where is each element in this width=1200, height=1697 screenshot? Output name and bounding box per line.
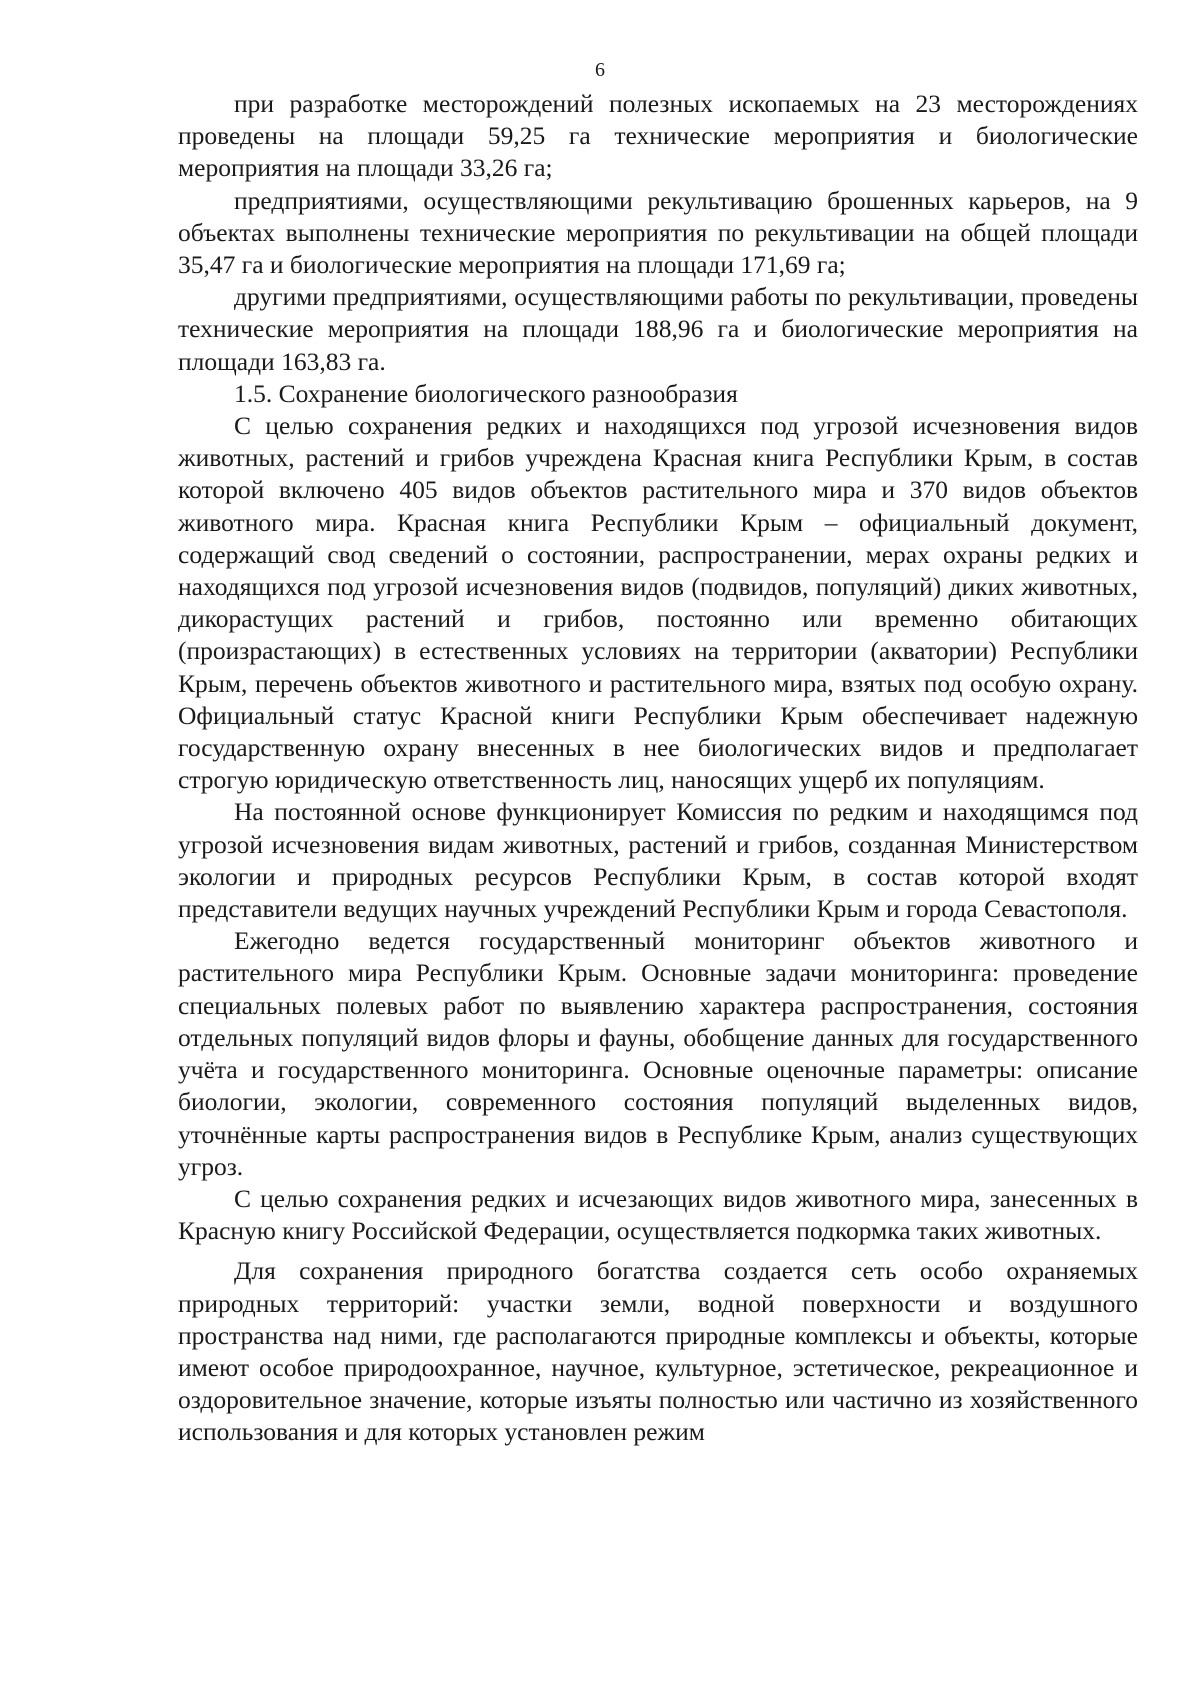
paragraph-mining-reclamation: при разработке месторождений полезных ископаемых на 23 месторождениях проведены на площади 59,25 га технические мероприятия и биологические мероприятия на площади 33,26 га; bbox=[178, 89, 1138, 183]
paragraph-other-reclamation: другими предприятиями, осуществляющими работы по рекультивации, проведены технические мероприятия на площади 188,96 га и биологические мероприятия на площади 163,83 га. bbox=[178, 282, 1138, 376]
paragraph-commission: На постоянной основе функционирует Комиссия по редким и находящимся под угрозой исчезновения видам животных, растений и грибов, созданная Министерством экологии и природных ресурсов Республики Крым, в состав которой входят представители ведущих научных учреждений Республики Крым и города Севастополя. bbox=[178, 797, 1138, 924]
paragraph-red-book: С целью сохранения редких и находящихся под угрозой исчезновения видов животных, растений и грибов учреждена Красная книга Республики Крым, в состав которой включено 405 видов объектов растительного мира и 370 видов объектов животного мира. Красная книга Республики Крым – официальный документ, содержащий свод сведений о состоянии, распространении, мерах охраны редких и находящихся под угрозой исчезновения видов (подвидов, популяций) диких животных, дикорастущих растений и грибов, постоянно или временно обитающих (произрастающих) в естественных условиях на территории (акватории) Республики Крым, перечень объектов животного и растительного мира, взятых под особую охрану. Официальный статус Красной книги Республики Крым обеспечивает надежную государственную охрану внесенных в нее биологических видов и предполагает строгую юридическую ответственность лиц, наносящих ущерб их популяциям. bbox=[178, 411, 1138, 795]
section-heading-biodiversity: 1.5. Сохранение биологического разнообразия bbox=[234, 378, 738, 408]
paragraph-feeding: С целью сохранения редких и исчезающих видов животного мира, занесенных в Красную книгу Российской Федерации, осуществляется подкормка таких животных. bbox=[178, 1183, 1138, 1246]
paragraph-monitoring: Ежегодно ведется государственный мониторинг объектов животного и растительного мира Республики Крым. Основные задачи мониторинга: проведение специальных полевых работ по выявлению характера распространения, состояния отдельных популяций видов флоры и фауны, обобщение данных для государственного учёта и государственного мониторинга. Основные оценочные параметры: описание биологии, экологии, современного состояния популяций выделенных видов, уточнённые карты распространения видов в Республике Крым, анализ существующих угроз. bbox=[178, 926, 1138, 1181]
page-number: 6 bbox=[595, 59, 605, 81]
paragraph-protected-areas: Для сохранения природного богатства создается сеть особо охраняемых природных территорий: участки земли, водной поверхности и воздушного пространства над ними, где располагаются природные комплексы и объекты, которые имеют особое природоохранное, научное, культурное, эстетическое, рекреационное и оздоровительное значение, которые изъяты полностью или частично из хозяйственного использования и для которых установлен режим bbox=[178, 1256, 1138, 1447]
paragraph-quarry-reclamation: предприятиями, осуществляющими рекультивацию брошенных карьеров, на 9 объектах выполнены технические мероприятия по рекультивации на общей площади 35,47 га и биологические мероприятия на площади 171,69 га; bbox=[178, 185, 1138, 280]
document-body bbox=[178, 88, 1138, 1449]
